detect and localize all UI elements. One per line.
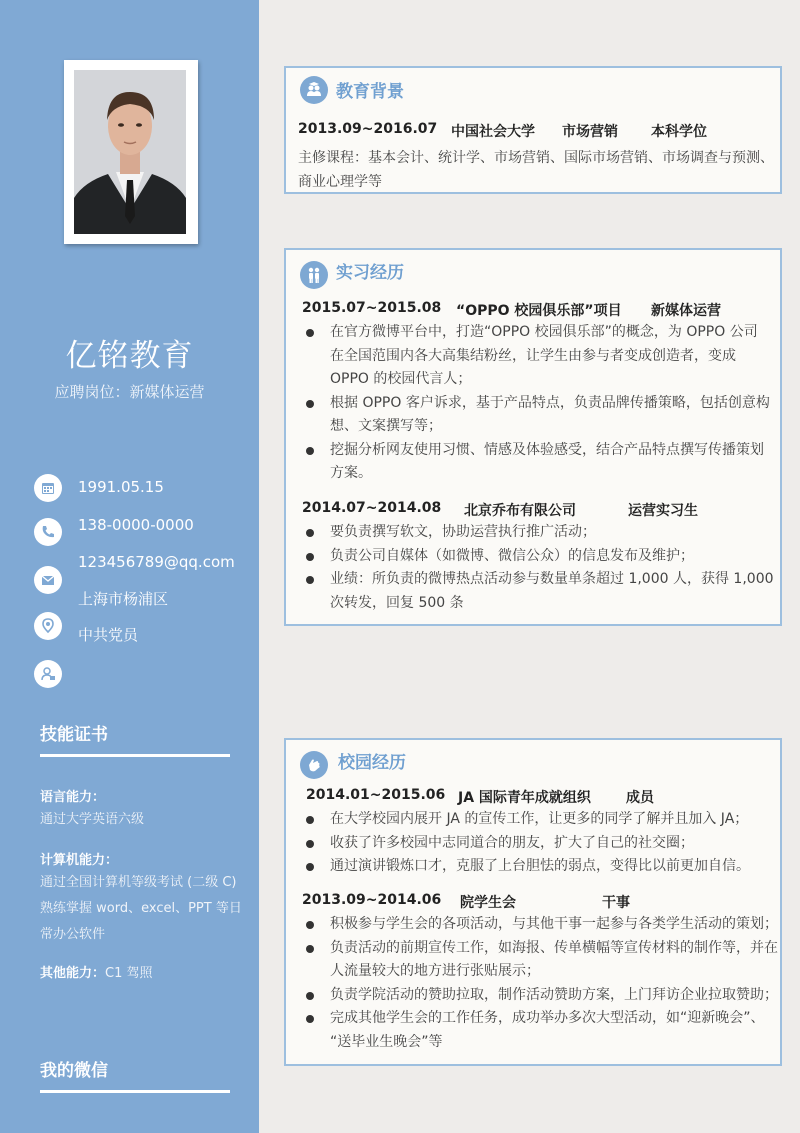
wechat-divider xyxy=(40,1090,230,1093)
campus-entry-1-bullets xyxy=(302,808,778,879)
campus-entry-1-head xyxy=(306,787,776,807)
campus-entry-2-head xyxy=(302,892,772,912)
graduation-people-icon xyxy=(300,76,328,104)
list-item: 在大学校园内展开 JA 的宣传工作，让更多的同学了解并且加入 JA； xyxy=(302,808,778,832)
list-item: 完成其他学生会的工作任务，成功举办多次大型活动，如“迎新晚会”、 “送毕业生晚会”等 xyxy=(302,1007,780,1054)
list-item: 根据 OPPO 客户诉求，基于产品特点，负责品牌传播策略，包括创意构 想、文案撰写等； xyxy=(302,392,778,439)
list-item: 负责公司自媒体（如微博、微信公众）的信息发布及维护； xyxy=(302,545,778,569)
hand-icon xyxy=(300,751,328,779)
location-icon xyxy=(34,612,62,640)
address-text: 上海市杨浦区 xyxy=(78,590,169,608)
entry-role: 干事 xyxy=(602,895,630,911)
internship-section xyxy=(284,248,782,626)
education-school: 中国社会大学 xyxy=(451,124,535,140)
internship-entry-1-bullets xyxy=(302,321,778,486)
list-item: 挖掘分析网友使用习惯、情感及体验感受，结合产品特点撰写传播策划 方案。 xyxy=(302,439,778,486)
internship-entry-2-head xyxy=(302,500,772,520)
other-skills xyxy=(40,962,153,981)
computer-label: 计算机能力： xyxy=(40,853,119,868)
campus-title: 校园经历 xyxy=(338,753,406,773)
entry-org: “OPPO 校园俱乐部”项目 xyxy=(456,303,622,319)
language-text: 通过大学英语六级 xyxy=(40,812,145,827)
phone-text[interactable]: 138-0000-0000 xyxy=(78,516,194,534)
campus-entry-2-bullets xyxy=(302,913,780,1054)
list-item: 要负责撰写软文，协助运营执行推广活动； xyxy=(302,521,778,545)
computer-text: 通过全国计算机等级考试 (二级 C) 熟练掌握 word、excel、PPT 等日 常办公软件 xyxy=(40,875,242,942)
candidate-name: 亿铭教育 xyxy=(65,338,194,374)
entry-role: 成员 xyxy=(626,790,654,806)
list-item: 通过演讲锻炼口才，克服了上台胆怯的弱点，变得比以前更加自信。 xyxy=(302,855,778,879)
calendar-icon xyxy=(34,474,62,502)
skills-title: 技能证书 xyxy=(40,725,108,745)
education-period: 2013.09~2016.07 xyxy=(298,121,438,137)
other-text: C1 驾照 xyxy=(105,966,153,981)
education-entry-head xyxy=(298,121,768,141)
list-item: 业绩：所负责的微博热点活动参与数量单条超过 1,000 人，获得 1,000 次转发，回复 500 条 xyxy=(302,568,778,615)
education-degree: 本科学位 xyxy=(651,124,707,140)
party-text: 中共党员 xyxy=(78,626,139,644)
photo-frame xyxy=(64,60,198,244)
email-text[interactable]: 123456789@qq.com xyxy=(78,553,235,571)
internship-title: 实习经历 xyxy=(336,263,404,283)
contact-email xyxy=(34,553,254,608)
entry-org: 院学生会 xyxy=(460,895,516,911)
list-item: 在官方微博平台中，打造“OPPO 校园俱乐部”的概念，为 OPPO 公司 在全国范围内各大高集结粉丝，让学生由参与者变成创造者，变成 OPPO 的校园代言人； xyxy=(302,321,778,392)
entry-period: 2014.01~2015.06 xyxy=(306,787,446,803)
language-label: 语言能力： xyxy=(40,790,106,805)
people-icon xyxy=(300,261,328,289)
entry-role: 新媒体运营 xyxy=(651,303,721,319)
birthday-text: 1991.05.15 xyxy=(78,478,164,496)
person-badge-icon xyxy=(34,660,62,688)
education-section xyxy=(284,66,782,194)
education-courses: 主修课程：基本会计、统计学、市场营销、国际市场营销、市场调查与预测、 商业心理学等 xyxy=(298,150,774,190)
profile-photo xyxy=(74,70,186,234)
job-target: 应聘岗位：新媒体运营 xyxy=(54,383,205,401)
campus-section xyxy=(284,738,782,1066)
wechat-title: 我的微信 xyxy=(40,1061,108,1081)
list-item: 负责学院活动的赞助拉取，制作活动赞助方案，上门拜访企业拉取赞助； xyxy=(302,984,780,1008)
entry-period: 2013.09~2014.06 xyxy=(302,892,442,908)
list-item: 负责活动的前期宣传工作，如海报、传单横幅等宣传材料的制作等，并在 人流量较大的地方进行张贴展示； xyxy=(302,937,780,984)
entry-org: 北京乔布有限公司 xyxy=(464,503,576,519)
person-portrait-icon xyxy=(74,70,186,234)
list-item: 收获了许多校园中志同道合的朋友，扩大了自己的社交圈； xyxy=(302,832,778,856)
list-item: 积极参与学生会的各项活动，与其他干事一起参与各类学生活动的策划； xyxy=(302,913,780,937)
sidebar xyxy=(0,0,259,1133)
entry-period: 2014.07~2014.08 xyxy=(302,500,442,516)
contact-politics xyxy=(34,660,254,690)
entry-org: JA 国际青年成就组织 xyxy=(458,790,591,806)
contact-address xyxy=(34,612,254,642)
entry-role: 运营实习生 xyxy=(628,503,698,519)
other-label: 其他能力： xyxy=(40,966,106,981)
internship-entry-2-bullets xyxy=(302,521,778,615)
internship-entry-1-head xyxy=(302,300,772,320)
contact-birthday xyxy=(34,474,254,504)
contact-phone xyxy=(34,518,254,548)
entry-period: 2015.07~2015.08 xyxy=(302,300,442,316)
phone-icon xyxy=(34,518,62,546)
education-title: 教育背景 xyxy=(336,82,404,102)
skills-divider xyxy=(40,754,230,757)
education-major: 市场营销 xyxy=(562,124,618,140)
email-icon xyxy=(34,566,62,594)
